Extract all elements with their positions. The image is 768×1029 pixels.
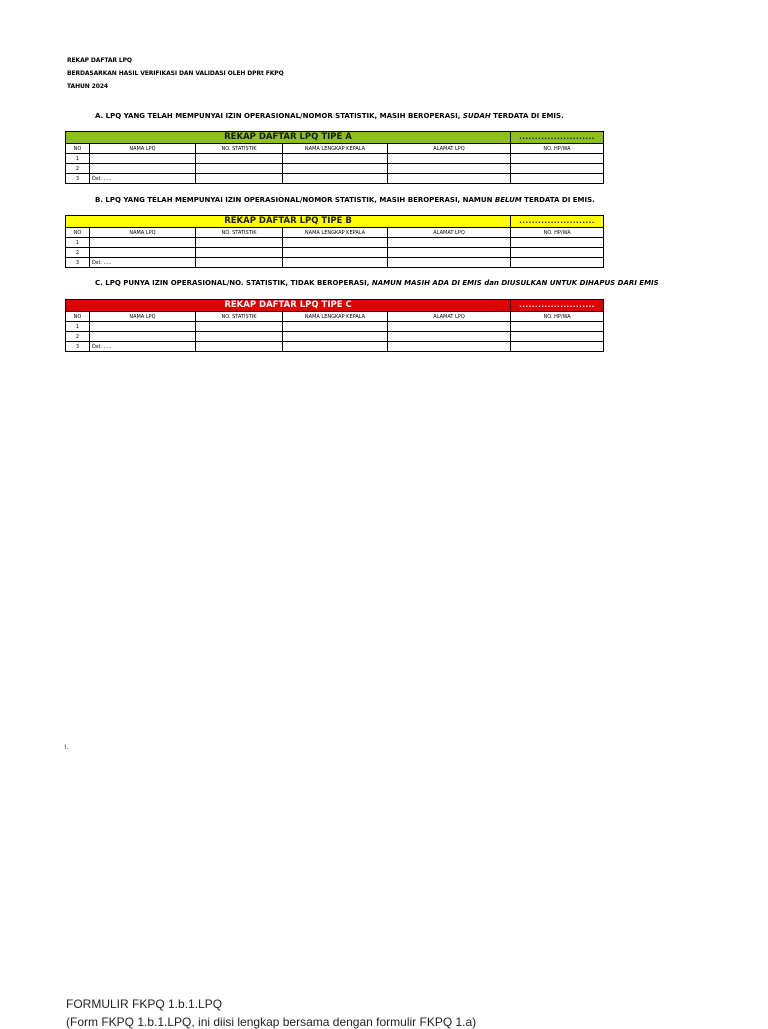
fill-dots: ........................ — [511, 132, 604, 144]
table-row: 3 Dst. ..... — [66, 258, 604, 268]
table-row: 3 Dst. ..... — [66, 342, 604, 352]
table-row: 1 — [66, 154, 604, 164]
doc-year: TAHUN 2024 — [67, 83, 108, 90]
col-header: ALAMAT LPQ — [388, 228, 511, 238]
col-header: NO. STATISTIK — [196, 228, 283, 238]
table-row: 1 — [66, 238, 604, 248]
section-c-heading: C. LPQ PUNYA IZIN OPERASIONAL/NO. STATISTIK, TIDAK BEROPERASI, NAMUN MASIH ADA DI EMIS dan DIUSULKAN UNTUK DIHAPUS DARI EMIS — [95, 279, 659, 287]
col-header: NO. STATISTIK — [196, 144, 283, 154]
table-row: 1 — [66, 322, 604, 332]
doc-subtitle: BERDASARKAN HASIL VERIFIKASI DAN VALIDASI OLEH DPRt FKPQ — [67, 70, 284, 77]
table-tipe-c — [65, 299, 604, 352]
section-a-heading: A. LPQ YANG TELAH MEMPUNYAI IZIN OPERASIONAL/NOMOR STATISTIK, MASIH BEROPERASI, SUDAH TERDATA DI EMIS. — [95, 112, 564, 120]
col-header: NAMA LENGKAP KEPALA — [283, 312, 388, 322]
table-row: 3 Dst. ..... — [66, 174, 604, 184]
col-header: NAMA LENGKAP KEPALA — [283, 144, 388, 154]
section-b-heading: B. LPQ YANG TELAH MEMPUNYAI IZIN OPERASIONAL/NOMOR STATISTIK, MASIH BEROPERASI, NAMUN BELUM TERDATA DI EMIS. — [95, 196, 595, 204]
doc-title: REKAP DAFTAR LPQ — [67, 57, 132, 64]
col-header: NAMA LPQ — [90, 144, 196, 154]
col-header: ALAMAT LPQ — [388, 144, 511, 154]
col-header: ALAMAT LPQ — [388, 312, 511, 322]
fill-dots: ........................ — [511, 300, 604, 312]
col-header: NO. HP/WA — [511, 312, 604, 322]
table-row: 2 — [66, 248, 604, 258]
stray-mark: !. — [64, 744, 69, 751]
col-header: NAMA LPQ — [90, 228, 196, 238]
col-header: NO — [66, 312, 90, 322]
table-title: REKAP DAFTAR LPQ TIPE C — [66, 300, 511, 312]
col-header: NO — [66, 228, 90, 238]
table-tipe-b — [65, 215, 604, 268]
col-header: NO — [66, 144, 90, 154]
footer-form-note: (Form FKPQ 1.b.1.LPQ, ini diisi lengkap bersama dengan formulir FKPQ 1.a) — [66, 1015, 477, 1029]
fill-dots: ........................ — [511, 216, 604, 228]
col-header: NO. HP/WA — [511, 144, 604, 154]
footer-form-title: FORMULIR FKPQ 1.b.1.LPQ — [66, 997, 223, 1011]
table-row: 2 — [66, 164, 604, 174]
table-title: REKAP DAFTAR LPQ TIPE A — [66, 132, 511, 144]
col-header: NAMA LPQ — [90, 312, 196, 322]
col-header: NO. STATISTIK — [196, 312, 283, 322]
table-tipe-a — [65, 131, 604, 184]
col-header: NO. HP/WA — [511, 228, 604, 238]
table-row: 2 — [66, 332, 604, 342]
col-header: NAMA LENGKAP KEPALA — [283, 228, 388, 238]
table-title: REKAP DAFTAR LPQ TIPE B — [66, 216, 511, 228]
